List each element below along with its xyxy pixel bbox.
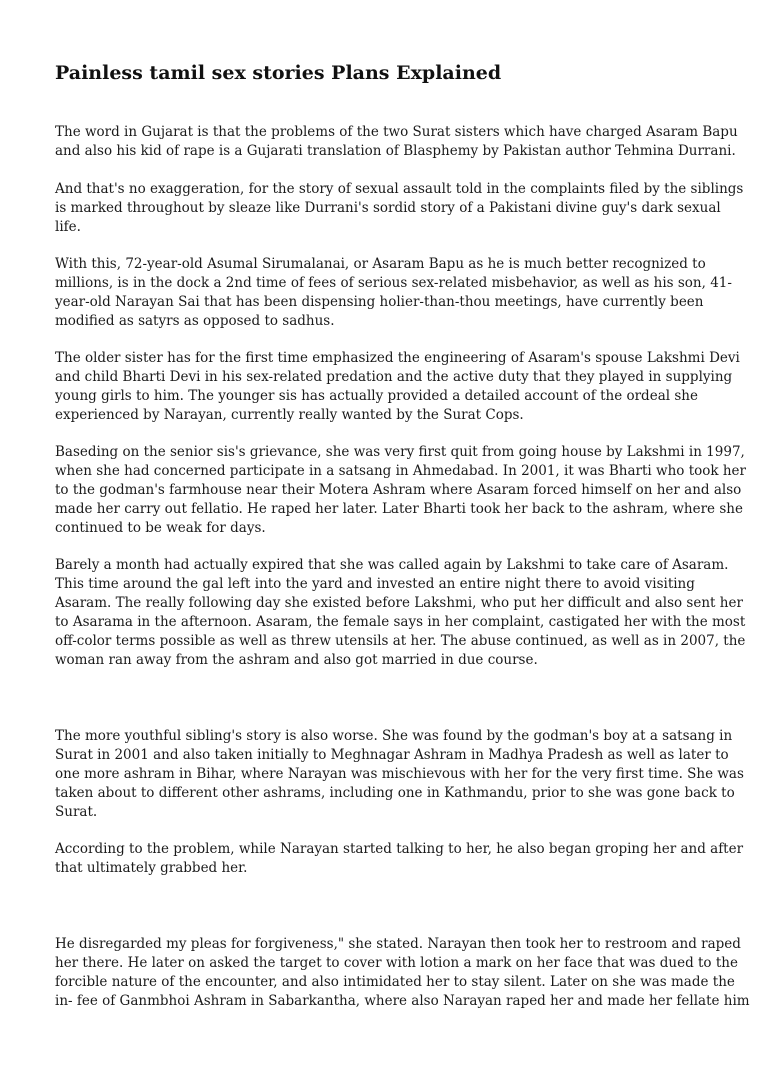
text-line: According to the problem, while Narayan started talking to her, he also began groping her and after <box>55 841 744 857</box>
text-line: made her carry out fellatio. He raped her later. Later Bharti took her back to the ashram, where she <box>55 501 743 517</box>
text-line: to Asarama in the afternoon. Asaram, the female says in her complaint, castigated her with the most <box>55 614 746 630</box>
text-line: one more ashram in Bihar, where Narayan was mischievous with her for the very first time. She was <box>55 766 744 782</box>
text-line: woman ran away from the ashram and also got married in due course. <box>55 652 538 668</box>
paragraph-1 <box>55 123 738 161</box>
paragraph-7 <box>55 727 744 822</box>
text-line: that ultimately grabbed her. <box>55 860 248 876</box>
text-line: The more youthful sibling's story is also worse. She was found by the godman's boy at a satsang in <box>55 728 733 744</box>
text-line: experienced by Narayan, currently really wanted by the Surat Cops. <box>55 407 524 423</box>
text-line: millions, is in the dock a 2nd time of fees of serious sex-related misbehavior, as well as his son, 41- <box>55 275 732 291</box>
paragraph-9 <box>55 935 750 1011</box>
text-line: when she had concerned participate in a satsang in Ahmedabad. In 2001, it was Bharti who took her <box>55 463 746 479</box>
text-line: The word in Gujarat is that the problems of the two Surat sisters which have charged Asaram Bapu <box>55 124 738 140</box>
text-line: With this, 72-year-old Asumal Sirumalanai, or Asaram Bapu as he is much better recognized to <box>55 256 706 272</box>
text-line: Barely a month had actually expired that she was called again by Lakshmi to take care of Asaram. <box>55 557 729 573</box>
paragraph-6 <box>55 556 746 670</box>
paragraph-5 <box>55 443 746 538</box>
text-line: Baseding on the senior sis's grievance, she was very first quit from going house by Lakshmi in 1997, <box>55 444 745 460</box>
text-line: to the godman's farmhouse near their Motera Ashram where Asaram forced himself on her and also <box>55 482 742 498</box>
paragraph-3 <box>55 255 732 331</box>
text-line: The older sister has for the first time emphasized the engineering of Asaram's spouse Lakshmi Devi <box>55 350 740 366</box>
text-line: forcible nature of the encounter, and also intimidated her to stay silent. Later on she was made the <box>55 974 735 990</box>
text-line: Asaram. The really following day she existed before Lakshmi, who put her difficult and also sent her <box>55 595 743 611</box>
text-line: in- fee of Ganmbhoi Ashram in Sabarkantha, where also Narayan raped her and made her fellate him <box>55 993 750 1009</box>
text-line: is marked throughout by sleaze like Durrani's sordid story of a Pakistani divine guy's dark sexual <box>55 200 721 216</box>
text-line: He disregarded my pleas for forgiveness," she stated. Narayan then took her to restroom and raped <box>55 936 741 952</box>
text-line: her there. He later on asked the target to cover with lotion a mark on her face that was dued to the <box>55 955 738 971</box>
paragraph-8 <box>55 840 744 878</box>
text-line: young girls to him. The younger sis has actually provided a detailed account of the ordeal she <box>55 388 698 404</box>
text-line: and child Bharti Devi in his sex-related predation and the active duty that they played in supplying <box>55 369 733 385</box>
text-line: modified as satyrs as opposed to sadhus. <box>55 313 335 329</box>
text-line: off-color terms possible as well as threw utensils at her. The abuse continued, as well as in 2007, the <box>55 633 746 649</box>
text-line: continued to be weak for days. <box>55 520 266 536</box>
text-line: taken about to different other ashrams, including one in Kathmandu, prior to she was gone back to <box>55 785 735 801</box>
text-line: life. <box>55 219 81 235</box>
text-line: Surat in 2001 and also taken initially to Meghnagar Ashram in Madhya Pradesh as well as later to <box>55 747 729 763</box>
text-line: and also his kid of rape is a Gujarati translation of Blasphemy by Pakistan author Tehmina Durrani. <box>55 143 736 159</box>
paragraph-2 <box>55 180 744 237</box>
text-line: This time around the gal left into the yard and invested an entire night there to avoid visiting <box>55 576 695 592</box>
text-line: Surat. <box>55 804 98 820</box>
paragraph-4 <box>55 349 740 425</box>
document-title: Painless tamil sex stories Plans Explained <box>55 62 502 84</box>
text-line: And that's no exaggeration, for the story of sexual assault told in the complaints filed by the siblings <box>55 181 744 197</box>
text-line: year-old Narayan Sai that has been dispensing holier-than-thou meetings, have currently been <box>55 294 704 310</box>
